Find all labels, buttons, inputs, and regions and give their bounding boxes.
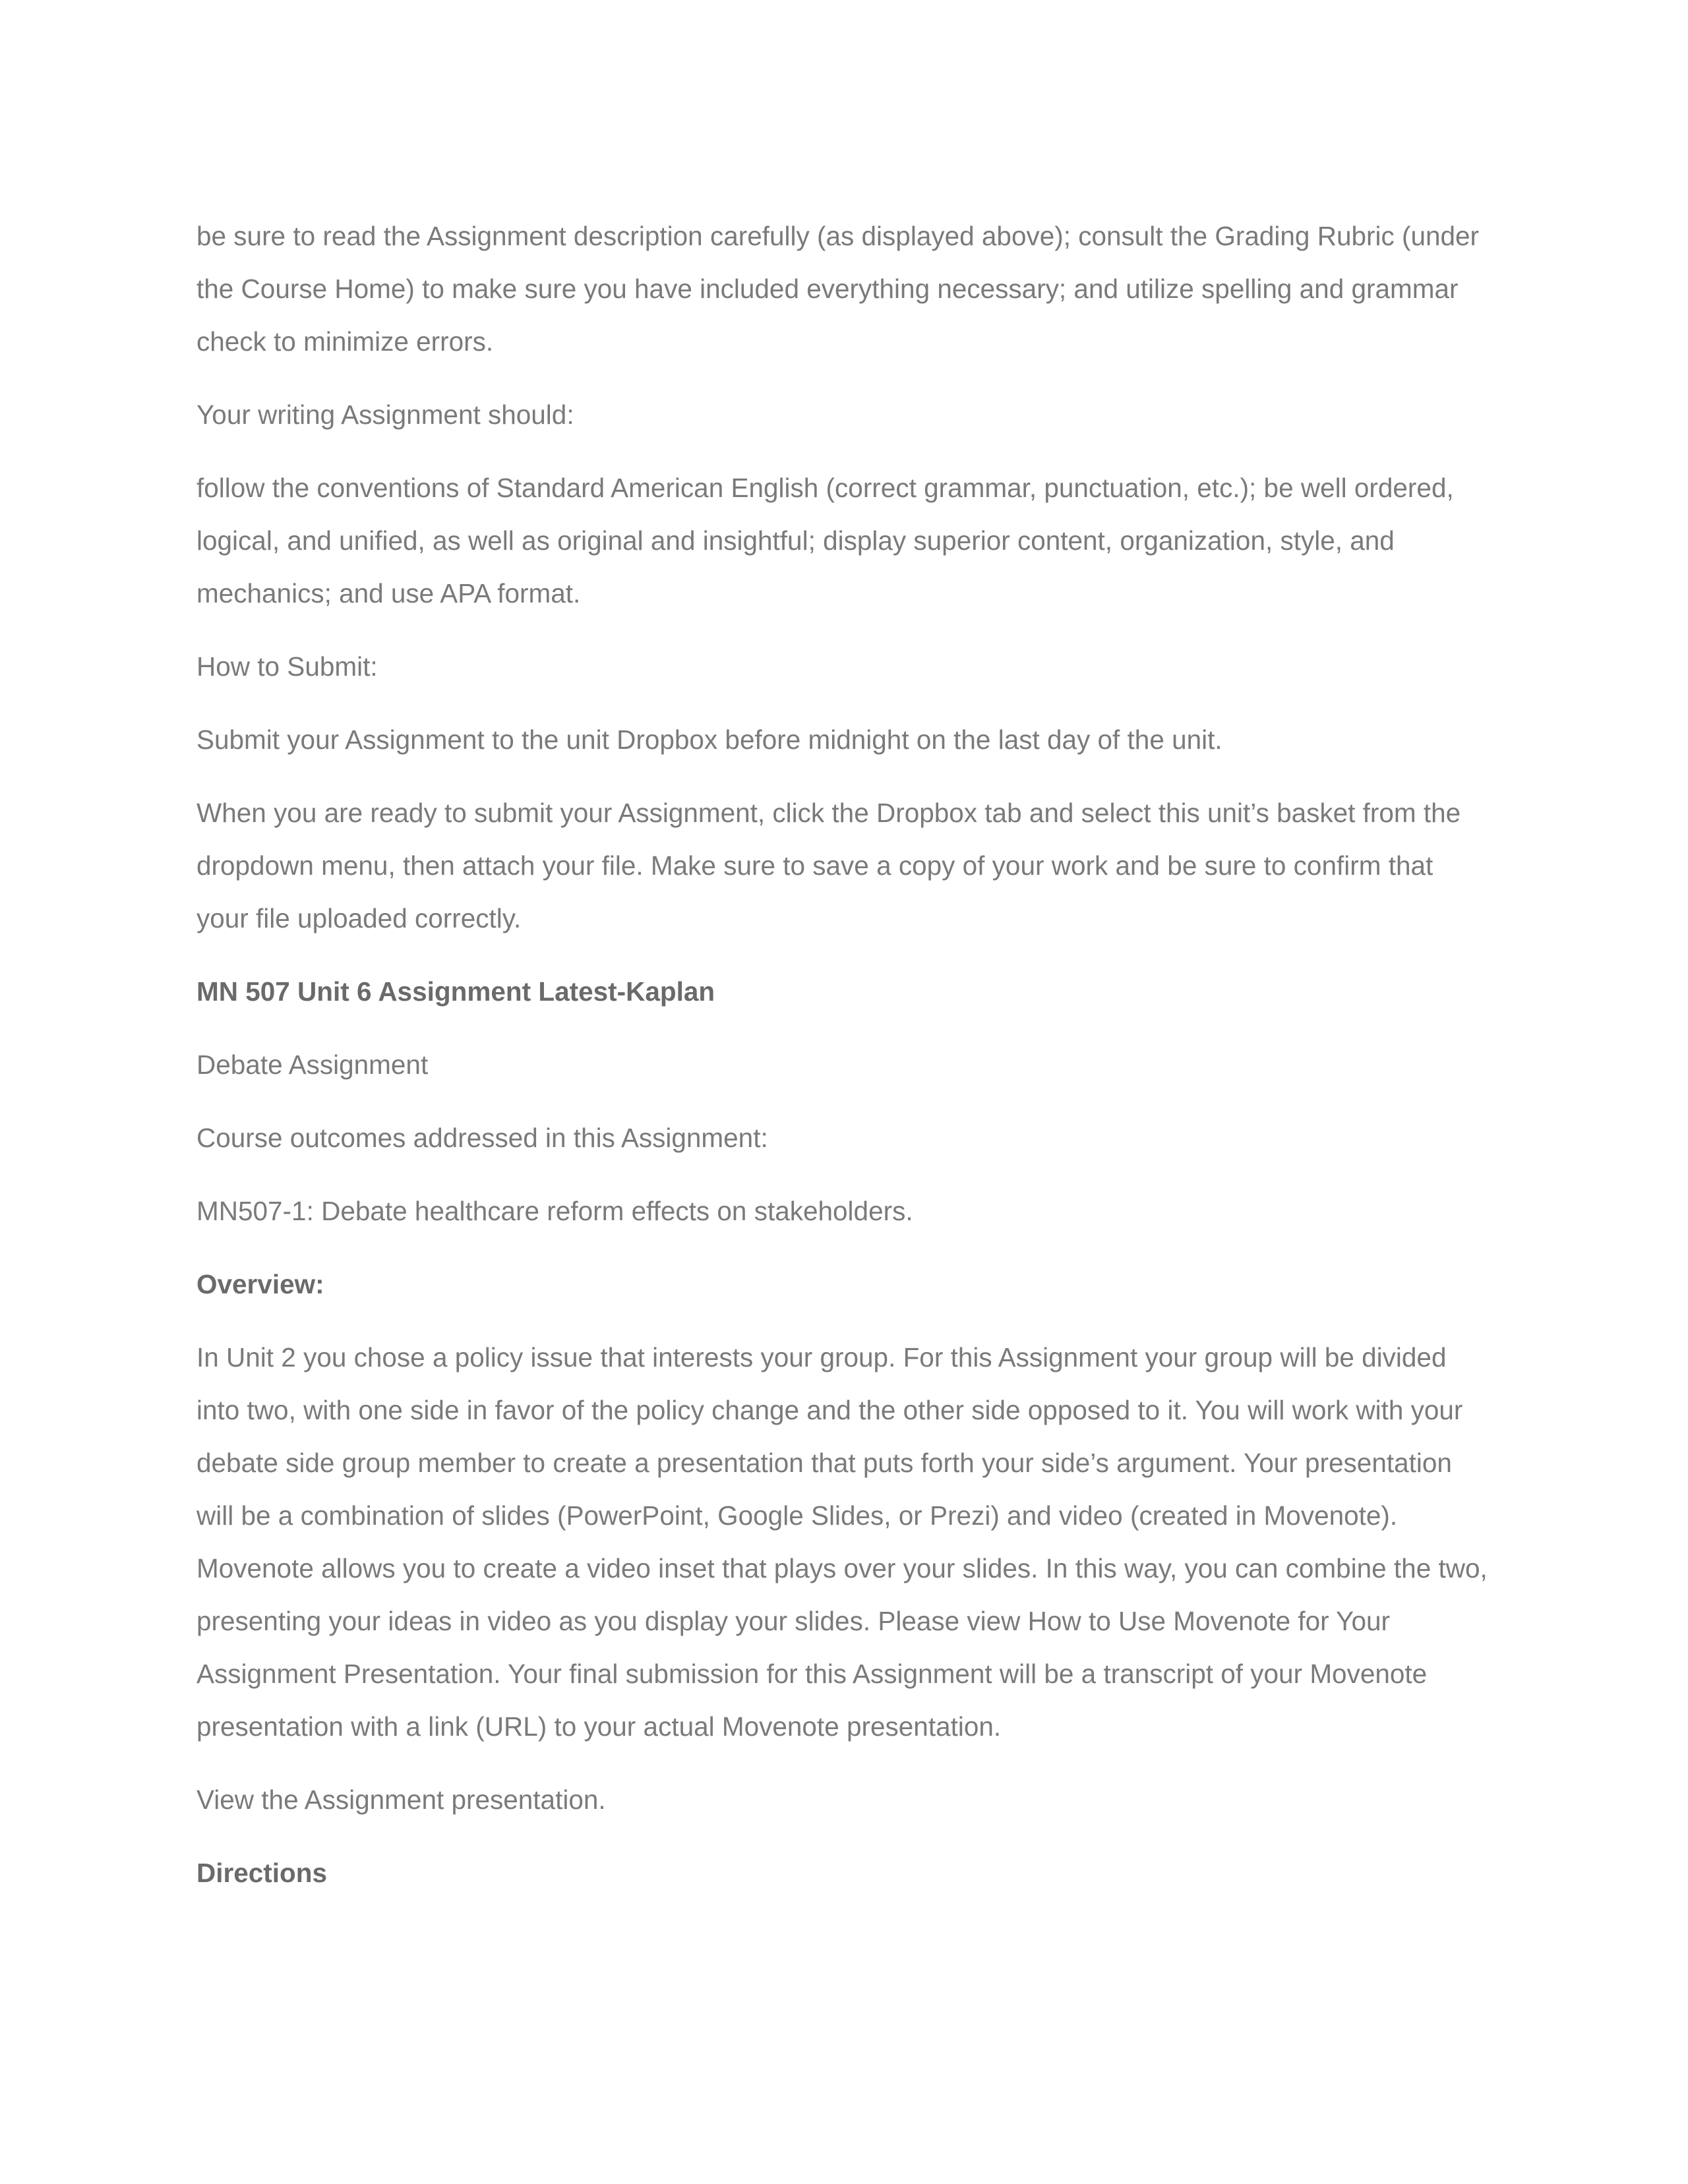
paragraph-course-outcomes: Course outcomes addressed in this Assignment: <box>196 1123 768 1153</box>
paragraph-outcome-mn507-1: MN507-1: Debate healthcare reform effects on stakeholders. <box>196 1196 913 1226</box>
paragraph-how-to-submit: How to Submit: <box>196 651 378 682</box>
section-heading-unit-6: MN 507 Unit 6 Assignment Latest-Kaplan <box>196 976 715 1007</box>
heading-directions: Directions <box>196 1858 328 1888</box>
paragraph-overview-body: In Unit 2 you chose a policy issue that interests your group. For this Assignment your group will be divided into two, with one side in favor of the policy change and the other side opposed to it. You will work with your debate side group member to create a presentation that puts forth your side’s argument. Your presentation will be a combination of slides (PowerPoint, Google Slides, or Prezi) and video (created in Movenote). Movenote allows you to create a video inset that plays over your slides. In this way, you can combine the two, presenting your ideas in video as you display your slides. Please view How to Use Movenote for Your Assignment Presentation. Your final submission for this Assignment will be a transcript of your Movenote presentation with a link (URL) to your actual Movenote presentation. <box>196 1342 1488 1742</box>
document-body <box>196 210 1489 1920</box>
heading-overview: Overview: <box>196 1269 324 1299</box>
paragraph-submit-dropbox: Submit your Assignment to the unit Dropbox before midnight on the last day of the unit. <box>196 724 1222 755</box>
paragraph-submit-steps: When you are ready to submit your Assignment, click the Dropbox tab and select this unit’s basket from the dropdown menu, then attach your file. Make sure to save a copy of your work and be sure to confirm that your file uploaded correctly. <box>196 798 1461 933</box>
paragraph-writing-conventions: follow the conventions of Standard American English (correct grammar, punctuation, etc.); be well ordered, logical, and unified, as well as original and insightful; display superior content, organization, style, and mechanics; and use APA format. <box>196 473 1454 608</box>
paragraph-debate-assignment: Debate Assignment <box>196 1049 429 1080</box>
paragraph-review-instructions: be sure to read the Assignment description carefully (as displayed above); consult the Grading Rubric (under the Course Home) to make sure you have included everything necessary; and utilize spelling and grammar check to minimize errors. <box>196 221 1480 357</box>
paragraph-writing-should: Your writing Assignment should: <box>196 399 574 430</box>
paragraph-view-presentation: View the Assignment presentation. <box>196 1785 606 1815</box>
